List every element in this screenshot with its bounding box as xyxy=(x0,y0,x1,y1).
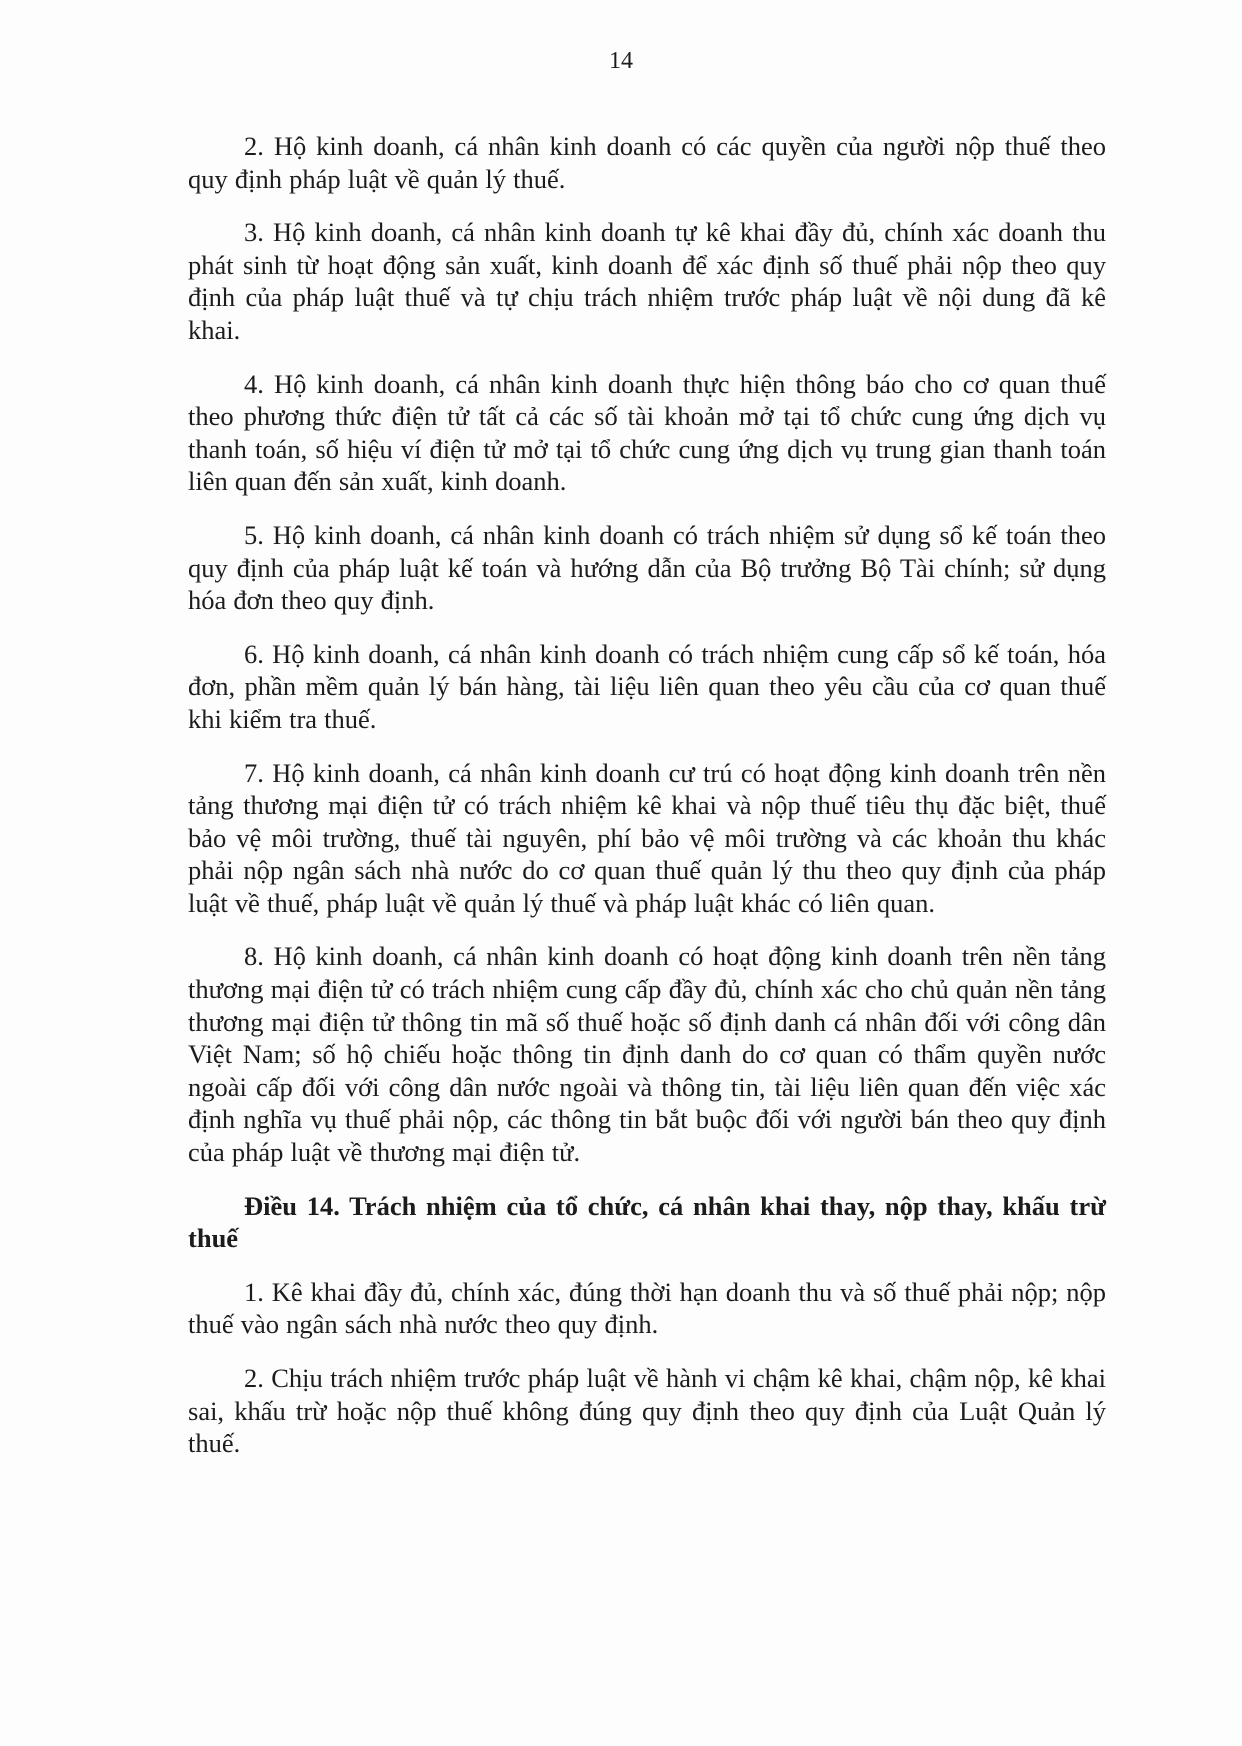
clause-5: 5. Hộ kinh doanh, cá nhân kinh doanh có trách nhiệm sử dụng sổ kế toán theo quy định của pháp luật kế toán và hướng dẫn của Bộ trưởng Bộ Tài chính; sử dụng hóa đơn theo quy định. xyxy=(188,519,1106,616)
article-14-clause-2: 2. Chịu trách nhiệm trước pháp luật về hành vi chậm kê khai, chậm nộp, kê khai sai, khấu trừ hoặc nộp thuế không đúng quy định theo quy định của Luật Quản lý thuế. xyxy=(188,1363,1106,1459)
article-14-heading: Điều 14. Trách nhiệm của tổ chức, cá nhân khai thay, nộp thay, khấu trừ thuế xyxy=(188,1190,1106,1254)
clause-7: 7. Hộ kinh doanh, cá nhân kinh doanh cư trú có hoạt động kinh doanh trên nền tảng thương mại điện tử có trách nhiệm kê khai và nộp thuế tiêu thụ đặc biệt, thuế bảo vệ môi trường, thuế tài nguyên, phí bảo vệ môi trường và các khoản thu khác phải nộp ngân sách nhà nước do cơ quan thuế quản lý thu theo quy định của pháp luật về thuế, pháp luật về quản lý thuế và pháp luật khác có liên quan. xyxy=(188,757,1106,918)
clause-2: 2. Hộ kinh doanh, cá nhân kinh doanh có các quyền của người nộp thuế theo quy định pháp luật về quản lý thuế. xyxy=(188,131,1106,194)
clause-3: 3. Hộ kinh doanh, cá nhân kinh doanh tự kê khai đầy đủ, chính xác doanh thu phát sinh từ hoạt động sản xuất, kinh doanh để xác định số thuế phải nộp theo quy định của pháp luật thuế và tự chịu trách nhiệm trước pháp luật về nội dung đã kê khai. xyxy=(188,217,1106,345)
document-body xyxy=(188,130,1106,1481)
clause-6: 6. Hộ kinh doanh, cá nhân kinh doanh có trách nhiệm cung cấp sổ kế toán, hóa đơn, phần mềm quản lý bán hàng, tài liệu liên quan theo yêu cầu của cơ quan thuế khi kiểm tra thuế. xyxy=(188,638,1106,734)
clause-8: 8. Hộ kinh doanh, cá nhân kinh doanh có hoạt động kinh doanh trên nền tảng thương mại điện tử có trách nhiệm cung cấp đầy đủ, chính xác cho chủ quản nền tảng thương mại điện tử thông tin mã số thuế hoặc số định danh cá nhân đối với công dân Việt Nam; số hộ chiếu hoặc thông tin định danh do cơ quan có thẩm quyền nước ngoài cấp đối với công dân nước ngoài và thông tin, tài liệu liên quan đến việc xác định nghĩa vụ thuế phải nộp, các thông tin bắt buộc đối với người bán theo quy định của pháp luật về thương mại điện tử. xyxy=(188,941,1106,1168)
page-number: 14 xyxy=(609,48,633,74)
clause-4: 4. Hộ kinh doanh, cá nhân kinh doanh thực hiện thông báo cho cơ quan thuế theo phương thức điện tử tất cả các số tài khoản mở tại tổ chức cung ứng dịch vụ thanh toán, số hiệu ví điện tử mở tại tổ chức cung ứng dịch vụ trung gian thanh toán liên quan đến sản xuất, kinh doanh. xyxy=(188,368,1106,497)
article-14-clause-1: 1. Kê khai đầy đủ, chính xác, đúng thời hạn doanh thu và số thuế phải nộp; nộp thuế vào ngân sách nhà nước theo quy định. xyxy=(188,1276,1106,1340)
